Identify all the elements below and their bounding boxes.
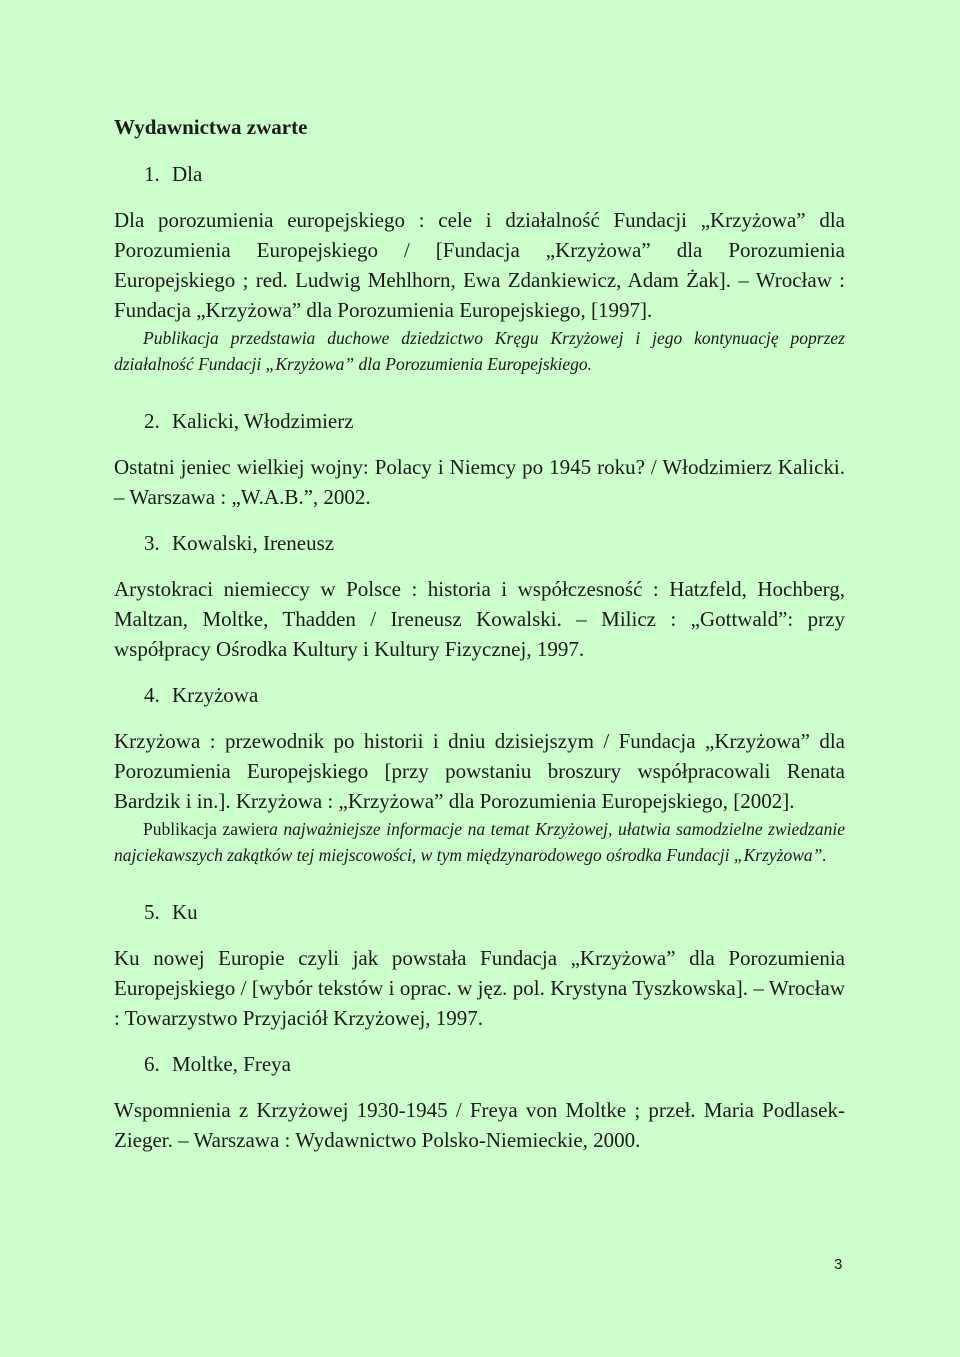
section-heading: Wydawnictwa zwarte — [114, 115, 308, 139]
entry-heading-3 — [114, 528, 845, 558]
entry-citation-4: Krzyżowa : przewodnik po historii i dniu dzisiejszym / Fundacja „Krzyżowa” dla Porozumienia Europejskiego [przy powstaniu broszury współpracowali Renata Bardzik i in.]. Krzyżowa : „Krzyżowa” dla Porozumienia Europejskiego, [2002]. — [114, 729, 845, 813]
entry-author: Kalicki, Włodzimierz — [172, 409, 354, 433]
entry-number: 2. — [144, 409, 160, 433]
entry-citation-5: Ku nowej Europie czyli jak powstała Fundacja „Krzyżowa” dla Porozumienia Europejskiego / [wybór tekstów i oprac. w jęz. pol. Krystyna Tyszkowska]. – Wrocław : Towarzystwo Przyjaciół Krzyżowej, 1997. — [114, 946, 845, 1030]
annotation-lead: Publikacja zawier — [143, 819, 270, 839]
page-number: 3 — [834, 1256, 843, 1273]
entry-heading-6 — [114, 1049, 845, 1079]
entry-citation-1: Dla porozumienia europejskiego : cele i działalność Fundacji „Krzyżowa” dla Porozumienia Europejskiego / [Fundacja „Krzyżowa” dla Porozumienia Europejskiego ; red. Ludwig Mehlhorn, Ewa Zdankiewicz, Adam Żak]. – Wrocław : Fundacja „Krzyżowa” dla Porozumienia Europejskiego, [1997]. — [114, 208, 845, 322]
entry-heading-2 — [114, 406, 845, 436]
entry-citation-6: Wspomnienia z Krzyżowej 1930-1945 / Freya von Moltke ; przeł. Maria Podlasek-Zieger. – Warszawa : Wydawnictwo Polsko-Niemieckie, 2000. — [114, 1098, 845, 1152]
entry-heading-1 — [114, 159, 845, 189]
entry-number: 4. — [144, 683, 160, 707]
entry-number: 6. — [144, 1052, 160, 1076]
entry-author: Dla — [172, 162, 203, 186]
entry-author: Moltke, Freya — [172, 1052, 291, 1076]
entry-heading-4 — [114, 680, 845, 710]
entry-citation-2: Ostatni jeniec wielkiej wojny: Polacy i Niemcy po 1945 roku? / Włodzimierz Kalicki. – Warszawa : „W.A.B.”, 2002. — [114, 455, 845, 509]
entry-citation-3: Arystokraci niemieccy w Polsce : historia i współczesność : Hatzfeld, Hochberg, Maltzan, Moltke, Thadden / Ireneusz Kowalski. – Milicz : „Gottwald”: przy współpracy Ośrodka Kultury i Kultury Fizycznej, 1997. — [114, 577, 845, 661]
entry-author: Krzyżowa — [172, 683, 259, 707]
entry-author: Kowalski, Ireneusz — [172, 531, 335, 555]
entry-number: 3. — [144, 531, 160, 555]
entry-annotation-4 — [114, 816, 845, 868]
entry-number: 5. — [144, 900, 160, 924]
entry-number: 1. — [144, 162, 160, 186]
entry-heading-5 — [114, 897, 845, 927]
entry-author: Ku — [172, 900, 198, 924]
annotation-rest: a najważniejsze informacje na temat Krzyżowej, ułatwia samodzielne zwiedzanie najciekawszych zakątków tej miejscowości, w tym międzynarodowego ośrodka Fundacji „Krzyżowa”. — [114, 819, 845, 865]
document-body — [114, 112, 845, 1155]
entry-annotation-1: Publikacja przedstawia duchowe dziedzictwo Kręgu Krzyżowej i jego kontynuację poprzez działalność Fundacji „Krzyżowa” dla Porozumienia Europejskiego. — [114, 328, 845, 374]
